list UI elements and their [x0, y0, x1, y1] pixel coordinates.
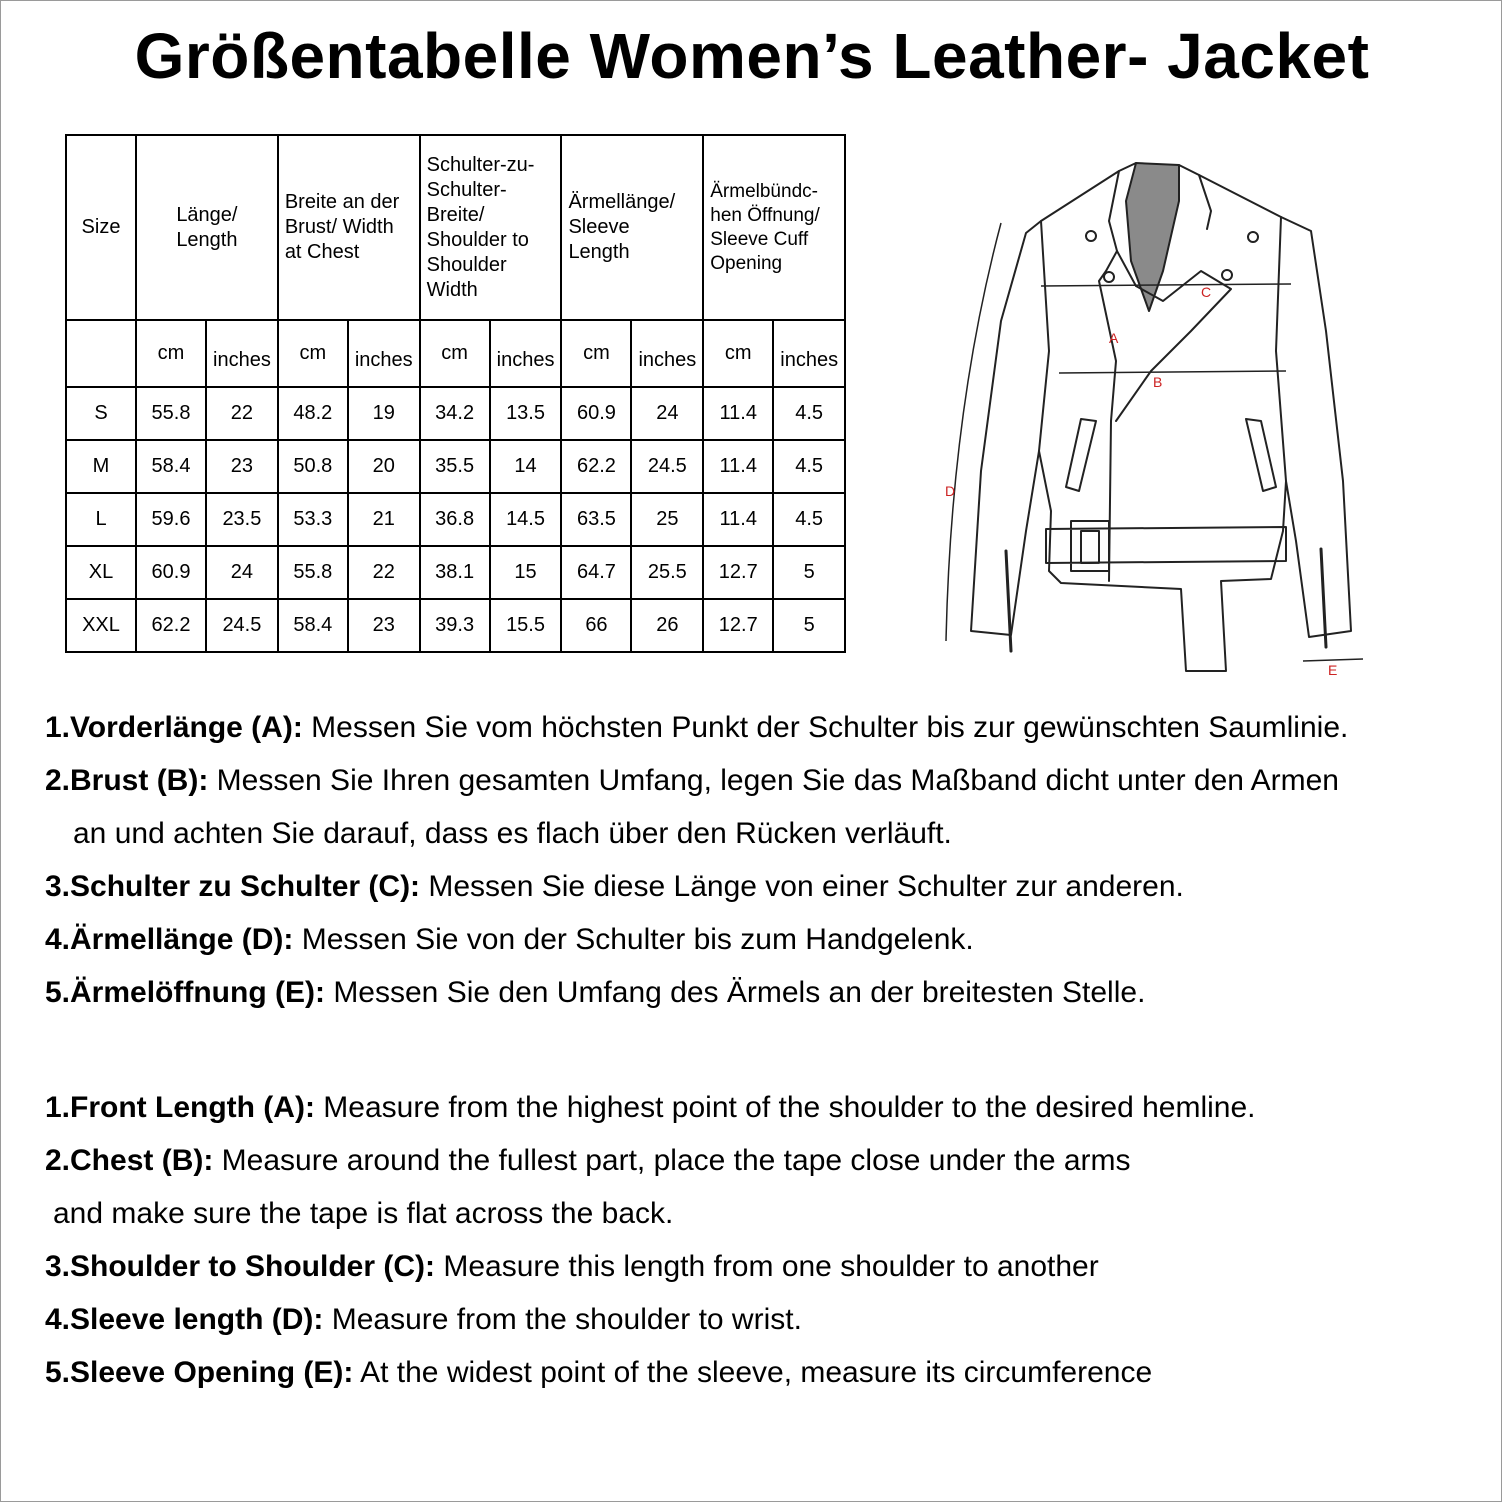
value-cell: 23.5 — [206, 493, 278, 546]
value-cell: 66 — [561, 599, 631, 652]
value-cell: 14 — [490, 440, 562, 493]
instruction-text: Messen Sie den Umfang des Ärmels an der breitesten Stelle. — [324, 976, 1146, 1009]
value-cell: 11.4 — [703, 493, 773, 546]
collar-inner — [1126, 163, 1179, 311]
header-cuff-line: Sleeve Cuff — [710, 228, 809, 250]
lapel — [1099, 251, 1231, 581]
header-cuff — [703, 135, 845, 320]
value-cell: 13.5 — [490, 387, 562, 440]
line-e — [1303, 659, 1363, 661]
value-cell: 12.7 — [703, 546, 773, 599]
value-cell: 64.7 — [561, 546, 631, 599]
size-cell: L — [66, 493, 136, 546]
value-cell: 62.2 — [561, 440, 631, 493]
label-d: D — [945, 483, 956, 499]
label-a: A — [1109, 330, 1119, 346]
label-e: E — [1328, 662, 1338, 678]
instruction-label: 2.Brust (B): — [45, 764, 209, 797]
instruction-item — [45, 913, 1348, 966]
unit-blank — [66, 320, 136, 387]
unit-cm: cm — [561, 320, 631, 387]
value-cell: 4.5 — [773, 440, 845, 493]
instruction-item — [45, 1134, 1256, 1187]
unit-inches: inches — [490, 320, 562, 387]
value-cell: 19 — [348, 387, 420, 440]
line-c — [1041, 284, 1291, 286]
value-cell: 23 — [348, 599, 420, 652]
header-shoulder — [420, 135, 562, 320]
header-sleeve-line: Sleeve — [568, 216, 630, 238]
instruction-text: At the widest point of the sleeve, measure its circumference — [353, 1356, 1153, 1389]
unit-inches: inches — [348, 320, 420, 387]
instruction-item — [45, 1293, 1256, 1346]
header-chest — [278, 135, 420, 320]
instruction-label: 5.Ärmelöffnung (E): — [45, 976, 325, 1009]
value-cell: 62.2 — [136, 599, 206, 652]
table-row — [66, 493, 845, 546]
header-length-line: Length — [176, 228, 238, 251]
instruction-label: 2.Chest (B): — [45, 1144, 214, 1177]
value-cell: 4.5 — [773, 387, 845, 440]
belt — [1046, 521, 1286, 571]
unit-inches: inches — [773, 320, 845, 387]
value-cell: 38.1 — [420, 546, 490, 599]
header-sleeve-line: Length — [568, 241, 630, 263]
value-cell: 26 — [631, 599, 703, 652]
value-cell: 60.9 — [136, 546, 206, 599]
instruction-text: Measure from the shoulder to wrist. — [323, 1303, 802, 1336]
value-cell: 25.5 — [631, 546, 703, 599]
header-chest-line: at Chest — [284, 241, 360, 263]
header-size: Size — [66, 135, 136, 320]
instruction-text: Messen Sie vom höchsten Punkt der Schulter bis zur gewünschten Saumlinie. — [302, 711, 1349, 744]
value-cell: 23 — [206, 440, 278, 493]
value-cell: 55.8 — [136, 387, 206, 440]
button — [1086, 231, 1096, 241]
cuff-zippers — [1006, 549, 1326, 651]
value-cell: 25 — [631, 493, 703, 546]
value-cell: 24.5 — [206, 599, 278, 652]
instruction-item — [45, 754, 1348, 807]
value-cell: 39.3 — [420, 599, 490, 652]
header-sleeve — [561, 135, 703, 320]
value-cell: 12.7 — [703, 599, 773, 652]
instruction-item — [45, 1081, 1256, 1134]
instruction-item — [45, 1346, 1256, 1399]
header-cuff-line: Ärmelbündc- — [710, 180, 818, 202]
value-cell: 11.4 — [703, 387, 773, 440]
instruction-text: Messen Sie diese Länge von einer Schulter zur anderen. — [420, 870, 1184, 903]
value-cell: 14.5 — [490, 493, 562, 546]
jacket-diagram — [931, 151, 1371, 691]
instruction-label: 1.Front Length (A): — [45, 1091, 315, 1124]
unit-cm: cm — [703, 320, 773, 387]
instruction-text: Measure from the highest point of the shoulder to the desired hemline. — [314, 1091, 1256, 1124]
label-b: B — [1153, 374, 1163, 390]
header-length — [136, 135, 278, 320]
value-cell: 60.9 — [561, 387, 631, 440]
value-cell: 63.5 — [561, 493, 631, 546]
value-cell: 22 — [348, 546, 420, 599]
unit-cm: cm — [278, 320, 348, 387]
header-chest-line: Breite an der — [284, 191, 400, 213]
header-shoulder-line: Schulter- — [426, 178, 507, 201]
instruction-text: Messen Sie Ihren gesamten Umfang, legen Sie das Maßband dicht unter den Armen — [208, 764, 1339, 797]
unit-cm: cm — [136, 320, 206, 387]
button — [1222, 270, 1232, 280]
header-cuff-line: hen Öffnung/ — [710, 204, 820, 226]
value-cell: 53.3 — [278, 493, 348, 546]
measurement-labels — [945, 284, 1337, 678]
size-table — [65, 134, 846, 653]
instruction-label: 3.Shoulder to Shoulder (C): — [45, 1250, 435, 1283]
value-cell: 22 — [206, 387, 278, 440]
instruction-text: Messen Sie von der Schulter bis zum Handgelenk. — [293, 923, 974, 956]
value-cell: 20 — [348, 440, 420, 493]
pockets — [1066, 419, 1276, 491]
table-row — [66, 546, 845, 599]
value-cell: 24.5 — [631, 440, 703, 493]
value-cell: 5 — [773, 599, 845, 652]
value-cell: 59.6 — [136, 493, 206, 546]
value-cell: 34.2 — [420, 387, 490, 440]
instruction-text: Measure this length from one shoulder to another — [435, 1250, 1099, 1283]
instruction-label: 5.Sleeve Opening (E): — [45, 1356, 354, 1389]
value-cell: 55.8 — [278, 546, 348, 599]
jacket-outline — [971, 163, 1351, 671]
value-cell: 50.8 — [278, 440, 348, 493]
unit-inches: inches — [631, 320, 703, 387]
instructions-english — [45, 1081, 1256, 1399]
size-cell: S — [66, 387, 136, 440]
instruction-label: 4.Ärmellänge (D): — [45, 923, 294, 956]
value-cell: 58.4 — [278, 599, 348, 652]
instruction-label: 4.Sleeve length (D): — [45, 1303, 324, 1336]
instructions-german — [45, 701, 1348, 1019]
instruction-continuation: and make sure the tape is flat across the back. — [53, 1197, 674, 1230]
value-cell: 4.5 — [773, 493, 845, 546]
button — [1248, 232, 1258, 242]
size-cell: XL — [66, 546, 136, 599]
line-b — [1059, 371, 1286, 373]
instruction-item — [45, 1240, 1256, 1293]
table-row — [66, 387, 845, 440]
unit-inches: inches — [206, 320, 278, 387]
value-cell: 35.5 — [420, 440, 490, 493]
unit-cm: cm — [420, 320, 490, 387]
table-row — [66, 440, 845, 493]
table-row — [66, 599, 845, 652]
header-length-line: Länge/ — [176, 203, 238, 226]
header-shoulder-line: Shoulder to — [426, 228, 529, 251]
value-cell: 36.8 — [420, 493, 490, 546]
label-c: C — [1201, 284, 1212, 300]
value-cell: 21 — [348, 493, 420, 546]
instruction-label: 3.Schulter zu Schulter (C): — [45, 870, 421, 903]
instruction-item — [45, 701, 1348, 754]
instruction-item — [45, 860, 1348, 913]
button — [1104, 272, 1114, 282]
value-cell: 5 — [773, 546, 845, 599]
header-sleeve-line: Ärmellänge/ — [568, 191, 676, 213]
instruction-label: 1.Vorderlänge (A): — [45, 711, 303, 744]
value-cell: 11.4 — [703, 440, 773, 493]
header-cuff-line: Opening — [710, 252, 783, 274]
header-shoulder-line: Schulter-zu- — [426, 153, 535, 176]
value-cell: 48.2 — [278, 387, 348, 440]
table-unit-row — [66, 320, 845, 387]
value-cell: 58.4 — [136, 440, 206, 493]
header-shoulder-line: Breite/ — [426, 203, 485, 226]
value-cell: 24 — [631, 387, 703, 440]
header-shoulder-line: Shoulder — [426, 253, 507, 276]
instruction-text: Measure around the fullest part, place the tape close under the arms — [213, 1144, 1131, 1177]
header-shoulder-line: Width — [426, 278, 478, 301]
page-title: Größentabelle Women’s Leather- Jacket — [134, 20, 1370, 92]
value-cell: 24 — [206, 546, 278, 599]
value-cell: 15 — [490, 546, 562, 599]
header-chest-line: Brust/ Width — [284, 216, 394, 238]
value-cell: 15.5 — [490, 599, 562, 652]
size-cell: M — [66, 440, 136, 493]
instruction-item — [45, 966, 1348, 1019]
instruction-continuation: an und achten Sie darauf, dass es flach über den Rücken verläuft. — [73, 817, 952, 850]
table-header-row — [66, 135, 845, 320]
size-cell: XXL — [66, 599, 136, 652]
